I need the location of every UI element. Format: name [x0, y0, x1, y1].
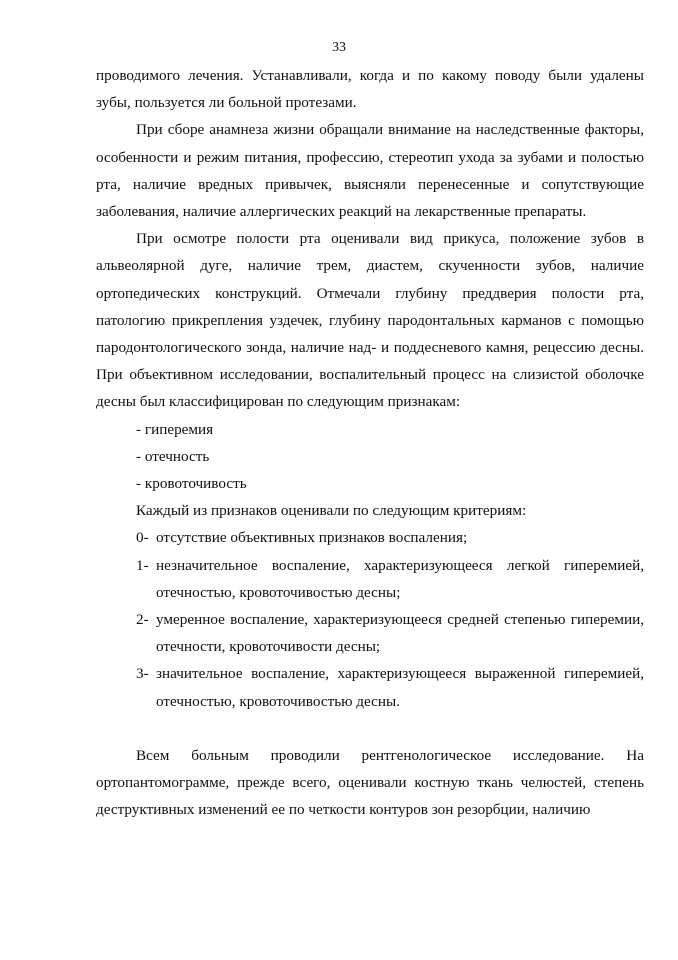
signs-list — [96, 416, 644, 498]
list-item-hyperemia: - гиперемия — [136, 420, 214, 438]
criteria-item-2 — [96, 606, 644, 660]
criteria-list — [96, 524, 644, 714]
criteria-text: отсутствие объективных признаков воспаления; — [156, 529, 468, 547]
list-item-bleeding: - кровоточивость — [136, 475, 247, 493]
criteria-item-3 — [96, 660, 644, 714]
page-body — [96, 62, 644, 823]
paragraph-life-anamnesis: При сборе анамнеза жизни обращали внимание на наследственные факторы, особенности и режим питания, профессию, стереотип ухода за зубами и полостью рта, наличие вредных привычек, выясняли перенесенные и сопутствующие заболевания, наличие аллергических реакций на лекарственные препараты. — [96, 121, 644, 221]
criteria-number: 1- — [136, 556, 149, 574]
paragraph-radiology: Всем больным проводили рентгенологическое исследование. На ортопантомограмме, прежде всего, оценивали костную ткань челюстей, степень деструктивных изменений ее по четкости контуров зон резорбции, наличию — [96, 746, 644, 819]
criteria-number: 2- — [136, 611, 149, 629]
criteria-text: умеренное воспаление, характеризующееся средней степенью гиперемии, отечности, кровоточивости десны; — [156, 611, 644, 656]
criteria-intro: Каждый из признаков оценивали по следующим критериям: — [136, 502, 527, 520]
list-item-edema: - отечность — [136, 447, 210, 465]
criteria-item-0 — [96, 524, 644, 551]
criteria-number: 0- — [136, 529, 149, 547]
paragraph-oral-examination: При осмотре полости рта оценивали вид прикуса, положение зубов в альвеолярной дуге, наличие трем, диастем, скученности зубов, наличие ортопедических конструкций. Отмечали глубину преддверия полости рта, патологию прикрепления уздечек, глубину пародонтальных карманов с помощью пародонтологического зонда, наличие над- и поддесневого камня, рецессию десны. При объективном исследовании, воспалительный процесс на слизистой оболочке десны был классифицирован по следующим признакам: — [96, 230, 644, 411]
paragraph-treatment-history: проводимого лечения. Устанавливали, когда и по какому поводу были удалены зубы, пользуется ли больной протезами. — [96, 67, 644, 112]
blank-line — [96, 715, 644, 742]
criteria-item-1 — [96, 552, 644, 606]
criteria-text: незначительное воспаление, характеризующееся легкой гиперемией, отечностью, кровоточивостью десны; — [156, 556, 644, 601]
criteria-number: 3- — [136, 665, 149, 683]
criteria-text: значительное воспаление, характеризующееся выраженной гиперемией, отечностью, кровоточивостью десны. — [156, 665, 644, 710]
page-number: 33 — [332, 40, 346, 55]
